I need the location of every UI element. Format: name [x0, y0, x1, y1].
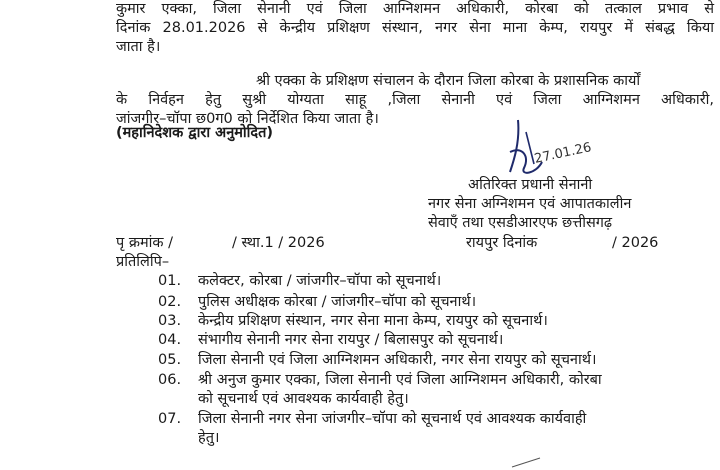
- designation-year: / 2026: [612, 235, 659, 251]
- paragraph-1-line-1: कुमार एक्का, जिला सेनानी एवं जिला आग्निशमन अधिकारी, कोरबा को तत्काल प्रभाव से: [116, 1, 714, 17]
- designation-line-4: रायपुर दिनांक: [466, 235, 538, 251]
- approval-note: (महानिदेशक द्वारा अनुमोदित): [116, 125, 274, 141]
- list-item-number: 05.: [158, 352, 182, 368]
- designation-line-2: नगर सेना अग्निशमन एवं आपातकालीन: [428, 196, 632, 212]
- designation-line-1: अतिरिक्त प्रधानी सेनानी: [468, 177, 593, 193]
- paragraph-2-line-1: श्री एक्का के प्रशिक्षण संचालन के दौरान जिला कोरबा के प्रशासनिक कार्यों: [256, 73, 641, 89]
- copy-to-label: प्रतिलिपि–: [116, 254, 170, 270]
- endorsement-ref-label: पृ क्रमांक /: [116, 235, 174, 251]
- list-item-text: जिला सेनानी एवं जिला आग्निशमन अधिकारी, नगर सेना रायपुर को सूचनार्थ।: [198, 352, 597, 368]
- list-item-number: 06.: [158, 372, 182, 388]
- list-item-number: 02.: [158, 294, 182, 310]
- designation-line-3: सेवाएँ तथा एसडीआरएफ छत्तीसगढ़: [428, 215, 613, 231]
- list-item-number: 01.: [158, 273, 182, 289]
- pen-stroke-mark: [510, 455, 550, 470]
- list-item-text: श्री अनुज कुमार एक्का, जिला सेनानी एवं जिला आग्निशमन अधिकारी, कोरबा: [198, 372, 602, 388]
- list-item-number: 03.: [158, 313, 182, 329]
- endorsement-ref-number: / स्था.1 / 2026: [232, 235, 325, 251]
- list-item-text-continued: को सूचनार्थ एवं आवश्यक कार्यवाही हेतु।: [198, 391, 409, 407]
- list-item-text: पुलिस अधीक्षक कोरबा / जांजगीर–चॉपा को सूचनार्थ।: [198, 294, 477, 310]
- list-item-text: केन्द्रीय प्रशिक्षण संस्थान, नगर सेना माना केम्प, रायपुर को सूचनार्थ।: [198, 313, 548, 329]
- list-item-number: 04.: [158, 332, 182, 348]
- paragraph-2-line-3: जांजगीर–चॉपा छ0ग0 को निर्देशित किया जाता है।: [116, 111, 379, 127]
- list-item-text: जिला सेनानी नगर सेना जांजगीर–चॉपा को सूचनार्थ एवं आवश्यक कार्यवाही: [198, 411, 587, 427]
- list-item-text: संभागीय सेनानी नगर सेना रायपुर / बिलासपुर को सूचनार्थ।: [198, 332, 504, 348]
- paragraph-1-line-2: दिनांक 28.01.2026 से केन्द्रीय प्रशिक्षण संस्थान, नगर सेना माना केम्प, रायपुर में संबद्ध किया: [116, 20, 714, 36]
- paragraph-2-line-2: के निर्वहन हेतु सुश्री योग्यता साहू ,जिला सेनानी एवं जिला आग्निशमन अधिकारी,: [116, 92, 714, 108]
- paragraph-1-line-3: जाता है।: [116, 39, 161, 55]
- list-item-text-continued: हेतु।: [198, 430, 220, 446]
- list-item-number: 07.: [158, 411, 182, 427]
- list-item-text: कलेक्टर, कोरबा / जांजगीर–चॉपा को सूचनार्थ।: [198, 273, 442, 289]
- signature-date: 27.01.26: [533, 140, 593, 167]
